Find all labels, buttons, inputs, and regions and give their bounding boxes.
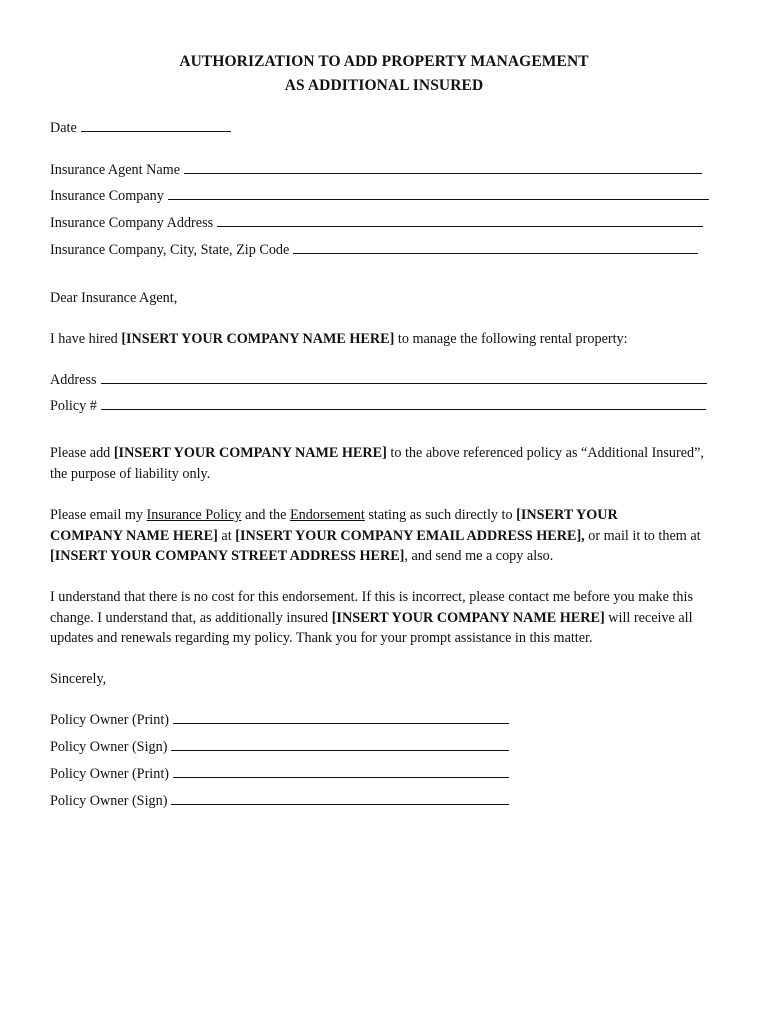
company-address-field[interactable] [217,213,703,227]
hired-paragraph [50,329,628,350]
company-name-placeholder: [INSERT YOUR COMPANY NAME HERE] [331,609,605,626]
owner-print-label-2: Policy Owner (Print) [50,766,170,782]
company-city-field[interactable] [293,240,698,254]
agent-name-field[interactable] [184,160,702,174]
owner-print-label-1: Policy Owner (Print) [50,712,170,728]
street-placeholder: [INSERT YOUR COMPANY STREET ADDRESS HERE] [50,548,405,564]
closing: Sincerely, [50,671,107,687]
email-text-2: and the [241,507,290,523]
hired-text-1: I have hired [50,331,122,347]
policy-row [50,396,706,417]
email-text-4: at [217,527,236,544]
owner-print-row-1 [50,710,509,731]
title-line-1: AUTHORIZATION TO ADD PROPERTY MANAGEMENT [179,53,589,70]
date-label: Date [50,120,77,136]
company-address-label: Insurance Company Address [50,215,214,231]
insurance-policy-link: Insurance Policy [146,507,242,523]
owner-sign-row-1 [50,737,509,758]
email-text-1: Please email my [50,507,147,523]
company-city-row [50,240,698,261]
understand-text-1: I understand that there is no cost for this endorsement. If this is incorrect, please contact me before you make this change. I understand that, as additionally insured [50,589,693,626]
understand-paragraph [50,587,718,649]
email-text-6: , and send me a copy also. [404,548,554,564]
hired-text-2: to manage the following rental property: [394,331,628,347]
company-address-row [50,213,703,234]
title-line-2: AS ADDITIONAL INSURED [284,77,484,94]
email-paragraph [50,505,718,567]
owner-print-field-1[interactable] [173,710,509,724]
add-text-2: to the above referenced policy as “Additional Insured”, the purpose of liability only. [50,445,704,482]
understand-text-2: will receive all updates and renewals regarding my policy. Thank you for your prompt assistance in this matter. [50,609,693,646]
owner-print-row-2 [50,764,509,785]
company-field[interactable] [168,186,709,200]
company-name-placeholder: [INSERT YOUR COMPANY NAME HERE] [121,331,395,347]
date-field[interactable] [81,118,231,132]
policy-field[interactable] [101,396,706,410]
agent-name-row [50,160,702,181]
email-text-3: stating as such directly to [364,507,517,523]
owner-sign-label-2: Policy Owner (Sign) [50,793,168,809]
email-text-5: or mail it to them at [584,527,701,544]
agent-name-label: Insurance Agent Name [50,162,181,178]
policy-label: Policy # [50,398,97,414]
property-address-field[interactable] [101,370,707,384]
company-name-placeholder-a: [INSERT YOUR [516,507,618,523]
company-name-placeholder-b: COMPANY NAME HERE] [50,527,218,544]
owner-sign-label-1: Policy Owner (Sign) [50,739,168,755]
add-paragraph [50,443,718,484]
date-row [50,118,231,139]
company-row [50,186,709,207]
company-name-placeholder: [INSERT YOUR COMPANY NAME HERE] [113,445,387,461]
owner-sign-field-1[interactable] [171,737,509,751]
company-label: Insurance Company [50,188,164,204]
add-text-1: Please add [50,445,114,461]
owner-print-field-2[interactable] [173,764,509,778]
salutation: Dear Insurance Agent, [50,290,178,306]
endorsement-link: Endorsement [289,507,365,523]
email-placeholder: [INSERT YOUR COMPANY EMAIL ADDRESS HERE], [235,527,585,544]
property-address-label: Address [50,372,97,388]
owner-sign-row-2 [50,791,509,812]
owner-sign-field-2[interactable] [171,791,509,805]
property-address-row [50,370,707,391]
company-city-label: Insurance Company, City, State, Zip Code [50,242,290,258]
